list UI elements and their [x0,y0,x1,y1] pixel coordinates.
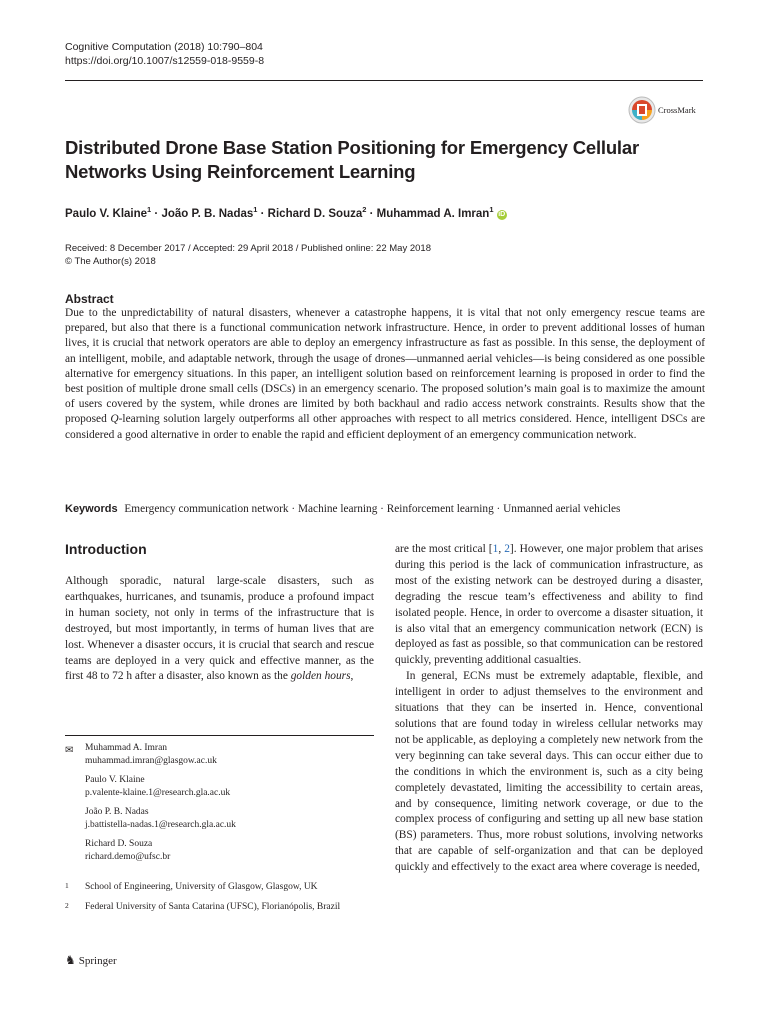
correspondent-name: Richard D. Souza [85,839,153,849]
author-name: Paulo V. Klaine [65,207,148,220]
right-paragraph-1 [395,542,703,669]
publication-dates [65,242,431,268]
header-rule [65,80,703,81]
affiliation-text: School of Engineering, University of Glasgow, Glasgow, UK [85,882,318,892]
keywords-line [65,503,705,515]
abstract-body-end: -learning solution largely outperforms all other approaches with respect to all metrics considered. Hence, intelligent DSCs are considered a good alternative in order to enable the rapid and efficient deployment of an emergency communication network. [65,413,705,441]
abstract-body: Due to the unpredictability of natural disasters, whenever a catastrophe happens, it is vital that not only emergency rescue teams are prepared, but also that there is a functional communication network infrastructure. Hence, in order to prevent additional losses of human lives, it is crucial that network operators are able to deploy an emergency infrastructure as fast as possible. In this sense, the deployment of an intelligent, mobile, and adaptable network, through the usage of drones—unmanned aerial vehicles—is being considered as one possible alternative for emergency situations. In this paper, an intelligent solution based on reinforcement learning is proposed in order to find the best position of multiple drone small cells (DSCs) in an emergency scenario. The proposed solution’s main goal is to maximize the amount of users covered by the system, while drones are limited by both backhaul and radio access network constraints. Results show that the proposed [65,307,705,426]
orcid-icon[interactable]: iD [498,210,506,218]
author-affiliation-mark: 2 [362,205,367,214]
author-name: Richard D. Souza [267,207,363,220]
affiliation-text: Federal University of Santa Catarina (UFSC), Florianópolis, Brazil [85,902,341,912]
crossmark-icon [628,96,656,124]
intro-paragraph: Although sporadic, natural large-scale disasters, such as earthquakes, hurricanes, and tsunamis, produce a profound impact in human society, not only in terms of the infrastructure that is destroyed, but most importantly, in terms of human lives that are lost. Whenever a disaster occurs, it is crucial that search and rescue teams are deployed in a very quick and effective manner, as the first 48 to 72 h after a disaster, also known as the [65,575,374,683]
publisher-name: Springer [78,955,117,967]
abstract-text [65,306,705,443]
citation-separator: , [498,543,505,555]
doi-link[interactable]: https://doi.org/10.1007/s12559-018-9559-8 [65,55,265,67]
intro-left-column [65,574,374,685]
paper-title [65,136,665,184]
affiliation-number: 1 [65,881,69,890]
author-name: Muhammad A. Imran [376,207,490,220]
author-list [65,205,705,220]
journal-citation: Cognitive Computation (2018) 10:790–804 [65,41,263,53]
correspondent-email[interactable]: p.valente-klaine.1@research.gla.ac.uk [85,788,231,798]
author-affiliation-mark: 1 [147,205,152,214]
correspondent-name: João P. B. Nadas [85,807,149,817]
citation-link[interactable]: 1 [492,543,499,555]
keywords-label: Keywords [65,503,118,515]
intro-right-column [395,542,703,876]
author-separator: · [151,207,162,220]
envelope-icon: ✉ [65,745,74,756]
intro-emphasis: golden hours [290,670,351,683]
correspondence-entry [85,838,374,864]
abstract-q-symbol: Q [110,413,119,426]
correspondent-name: Paulo V. Klaine [85,775,145,785]
crossmark-label: CrossMark [658,105,696,115]
correspondent-name: Muhammad A. Imran [85,743,168,753]
right-paragraph-2: In general, ECNs must be extremely adaptable, flexible, and intelligent in order to adjust themselves to the environment and situations that they can be inserted in. Hence, conventional solutions that are found today in wireless cellular networks may not be applicable, as deploying a completely new network from the very beginning can take several days. This can occur either due to the conditions in which the environment is, such as a city being completely devastated, limiting the accessibility to certain areas, and by consequence, limiting network coverage, or due to the complex process of configuring and setting up all new base station (BS) parameters. Thus, more robust solutions, involving networks that are capable of self-organization and that can be deployed quickly and effectively to the exact area where coverage is needed, [395,670,703,874]
author-separator: · [257,207,268,220]
copyright-line: © The Author(s) 2018 [65,256,156,267]
author-affiliation-mark: 1 [489,205,494,214]
affiliation-entry [65,901,374,914]
publisher-logo [65,953,117,968]
title-line-1: Distributed Drone Base Station Positioning for Emergency Cellular [65,137,639,158]
author-separator: · [366,207,377,220]
author-affiliation-mark: 1 [253,205,258,214]
correspondence-entry [85,806,374,832]
title-line-2: Networks Using Reinforcement Learning [65,161,416,182]
correspondent-email[interactable]: j.battistella-nadas.1@research.gla.ac.uk [85,820,236,830]
springer-horse-icon: ♞ [65,953,76,967]
correspondent-email[interactable]: muhammad.imran@glasgow.ac.uk [85,756,217,766]
footnote-rule [65,735,374,736]
abstract-heading: Abstract [65,292,114,306]
paragraph-text: are the most critical [ [395,543,493,555]
dates-line: Received: 8 December 2017 / Accepted: 29 April 2018 / Published online: 22 May 2018 [65,243,431,254]
correspondence-entry [85,774,374,800]
crossmark-badge[interactable] [628,96,708,124]
paragraph-text: ]. However, one major problem that arises during this period is the lack of communication infrastructure, as most of the existing network can be destroyed during a disaster, degrading the rescue team’s effectiveness and ability to find isolated people. Hence, in order to overcome a disaster situation, it is also vital that an emergency communication network (ECN) is deployed as fast as possible, so that communication can be restored quickly, preventing additional casualties. [395,543,704,667]
intro-paragraph-end: , [350,670,354,683]
author-name: João P. B. Nadas [161,207,254,220]
affiliation-entry [65,881,374,894]
correspondence-entry [85,742,374,768]
keywords-list: Emergency communication network · Machine learning · Reinforcement learning · Unmanned aerial vehicles [124,503,621,515]
correspondence-block [65,742,374,870]
introduction-heading: Introduction [65,541,147,557]
journal-header [65,40,264,68]
correspondent-email[interactable]: richard.demo@ufsc.br [85,852,171,862]
affiliation-number: 2 [65,901,69,910]
citation-link[interactable]: 2 [504,543,510,555]
